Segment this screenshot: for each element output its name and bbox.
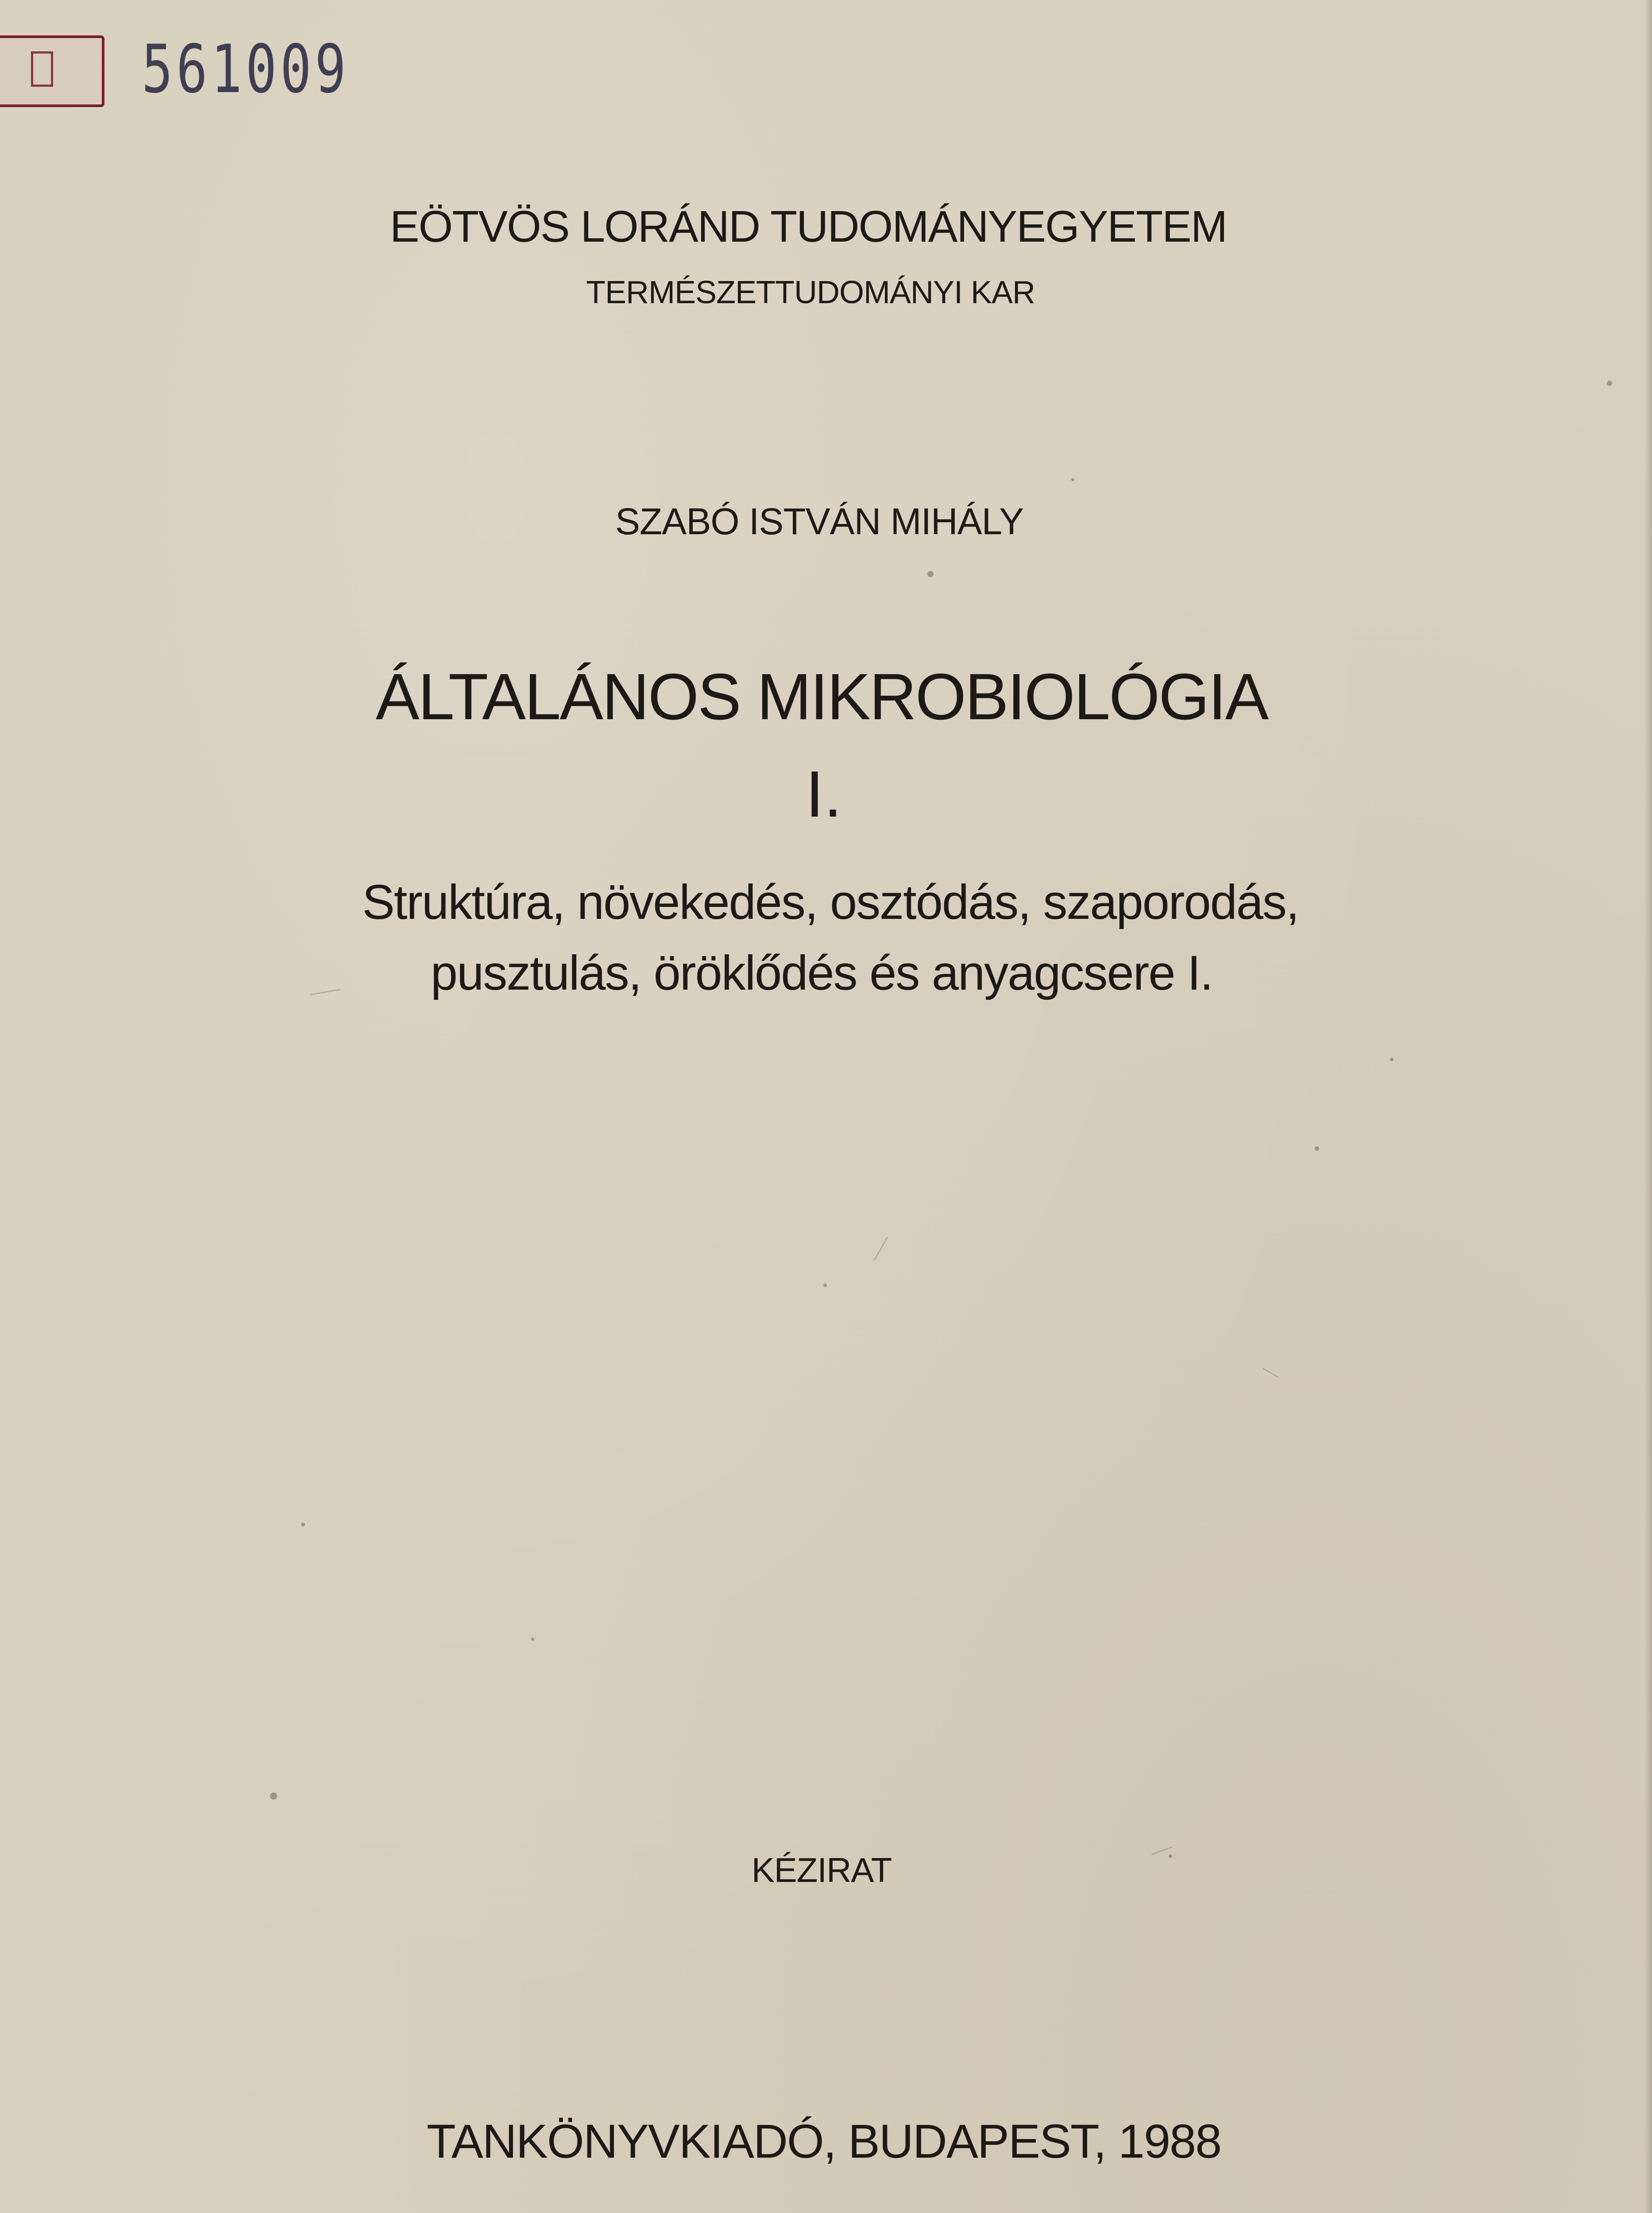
paper-fiber	[874, 1237, 888, 1261]
paper-fiber	[1262, 1368, 1278, 1378]
library-stamp	[0, 35, 104, 107]
paper-speck	[823, 1284, 827, 1287]
publisher-line: TANKÖNYVKIADÓ, BUDAPEST, 1988	[426, 2114, 1221, 2168]
author-name: SZABÓ ISTVÁN MIHÁLY	[615, 501, 1024, 542]
volume-number: I.	[805, 758, 842, 831]
paper-speck	[531, 1638, 534, 1641]
paper-speck	[1071, 478, 1074, 481]
subtitle-line-2: pusztulás, öröklődés és anyagcsere I.	[430, 946, 1213, 1000]
university-name: EÖTVÖS LORÁND TUDOMÁNYEGYETEM	[390, 202, 1227, 251]
paper-speck	[1315, 1146, 1319, 1151]
paper-speck	[1607, 381, 1612, 386]
book-title: ÁLTALÁNOS MIKROBIOLÓGIA	[375, 660, 1268, 733]
paper-speck	[927, 571, 934, 577]
paper-speck	[1390, 1058, 1393, 1061]
paper-speck	[1169, 1854, 1172, 1858]
faculty-name: TERMÉSZETTUDOMÁNYI KAR	[586, 275, 1035, 310]
page-edge-shadow	[1644, 0, 1652, 2213]
subtitle-line-1: Struktúra, növekedés, osztódás, szaporodás,	[362, 875, 1299, 929]
manuscript-label: KÉZIRAT	[751, 1851, 892, 1889]
library-stamp-mark	[31, 51, 53, 87]
inventory-number: 561009	[142, 31, 350, 108]
paper-speck	[301, 1523, 305, 1527]
paper-speck	[270, 1793, 277, 1800]
